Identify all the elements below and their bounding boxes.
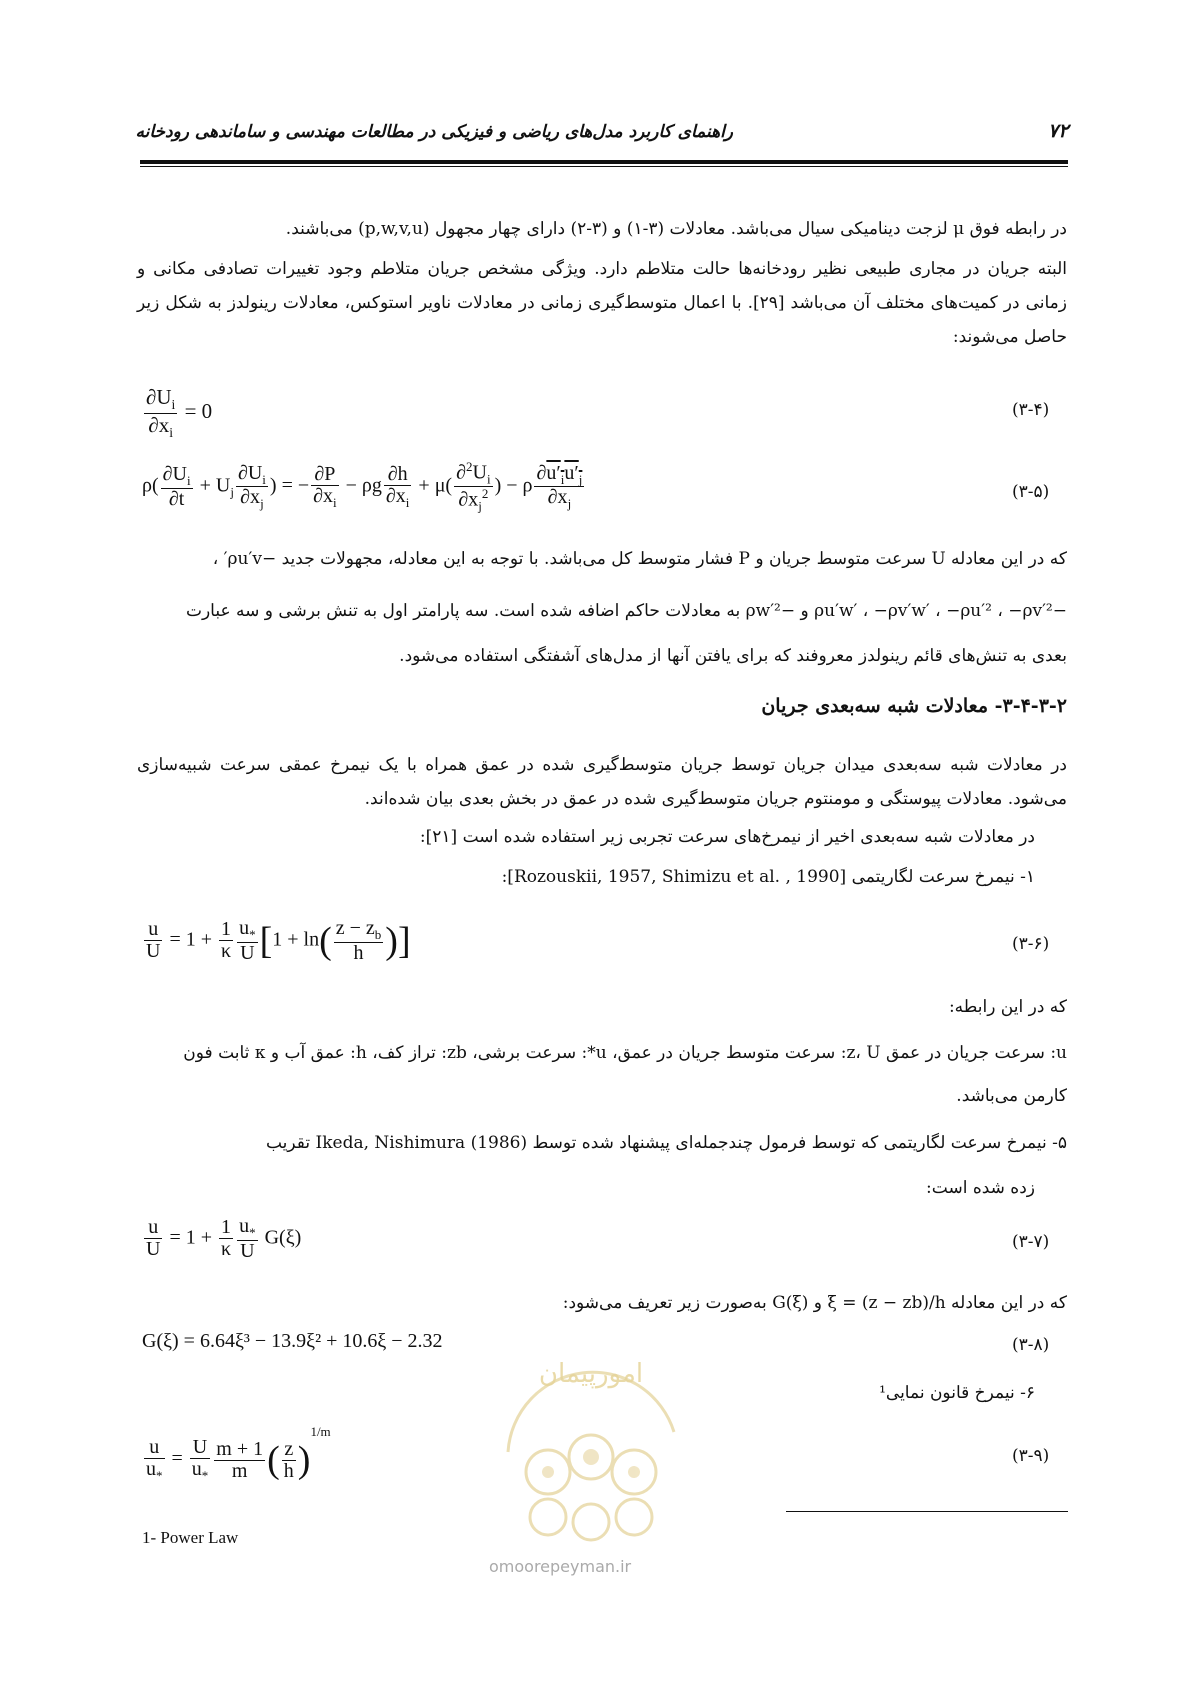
running-header-title: راهنمای کاربرد مدل‌های ریاضی و فیزیکی در مطالعات مهندسی و ساماندهی رودخانه <box>135 122 733 142</box>
where-label: که در این رابطه: <box>948 997 1067 1017</box>
list-item-5-line-2: زده شده است: <box>926 1178 1035 1198</box>
paragraph-1: در رابطه فوق μ لزجت دینامیکی سیال می‌باشد. معادلات (۳-۱) و (۳-۲) دارای چهار مجهول (p,w,v,u) می‌باشند. <box>285 219 1067 239</box>
list-item-1: ۱- نیمرخ سرعت لگاریتمی [Rozouskii, 1957, Shimizu et al. , 1990]: <box>501 867 1035 887</box>
watermark-url: omoorepeyman.ir <box>489 1557 632 1576</box>
footnote-rule <box>786 1511 1068 1512</box>
variable-definitions-line-2: کارمن می‌باشد. <box>956 1086 1067 1106</box>
equation-3-8: G(ξ) = 6.64ξ³ − 13.9ξ² + 10.6ξ − 2.32 <box>142 1330 443 1352</box>
paragraph-5: در معادلات شبه سه‌بعدی اخیر از نیمرخ‌های سرعت تجربی زیر استفاده شده است [۲۱]: <box>419 827 1035 847</box>
equation-3-7: $\frac{u}{U}$ = 1 + $\frac{1}{\kappa}$ $\frac{u_*}{U}$ G(ξ) <box>146 1215 302 1262</box>
watermark-logo <box>488 1322 694 1552</box>
equation-3-4: $\frac{\partial U_i}{\partial x_i}$ = 0 <box>146 385 213 440</box>
xi-definition: که در این معادله ξ = (z − zb)/h و G(ξ) به‌صورت زیر تعریف می‌شود: <box>562 1293 1067 1313</box>
equation-number-3-6: (۳-۶) <box>1012 934 1050 954</box>
footnote: 1- Power Law <box>142 1528 239 1547</box>
equation-number-3-4: (۳-۴) <box>1012 400 1050 420</box>
paragraph-3-line-1: که در این معادله U سرعت متوسط جریان و P فشار متوسط کل می‌باشد. با توجه به این معادله، مجهولات جدید −ρu′v′ ، <box>212 549 1067 569</box>
equation-3-9: $\frac{u}{u_*}$ = $\frac{U}{u_*}$ $\frac{m + 1}{m}$ ( $\frac{z}{h}$ )$^{1/m}$ <box>146 1424 331 1484</box>
equation-number-3-9: (۳-۹) <box>1012 1446 1050 1466</box>
equation-number-3-5: (۳-۵) <box>1012 482 1050 502</box>
equation-number-3-7: (۳-۷) <box>1012 1232 1050 1252</box>
section-heading: ۳-۴-۳-۲- معادلات شبه سه‌بعدی جریان <box>761 695 1067 717</box>
page-number: ۷۲ <box>1048 120 1069 142</box>
equation-3-6: $\frac{u}{U}$ = 1 + $\frac{1}{\kappa}$ $\frac{u_*}{U}$ [1 + ln( $\frac{z - z_b}{h}$ )] <box>146 917 411 964</box>
header-rule <box>140 160 1068 164</box>
paragraph-4: در معادلات شبه سه‌بعدی میدان جریان توسط جریان متوسط‌گیری شده در عمق همراه با یک نیمرخ عمقی سرعت شبیه‌سازی می‌شود. معادلات پیوستگی و مومنتوم جریان متوسط‌گیری شده در عمق در بخش بعدی بیان شده‌اند. <box>137 755 1067 809</box>
equation-number-3-8: (۳-۸) <box>1012 1335 1050 1355</box>
header-rule-thin <box>140 166 1068 167</box>
list-item-6: ۶- نیمرخ قانون نمایی¹ <box>879 1383 1035 1403</box>
list-item-5-line-1: ۵- نیمرخ سرعت لگاریتمی که توسط فرمول چندجمله‌ای پیشنهاد شده توسط Ikeda, Nishimura (1986) تقریب <box>265 1133 1067 1153</box>
watermark-logo-text: امورپیمان <box>538 1359 644 1389</box>
paragraph-3-line-2: −ρu′w′ ، −ρv′w′ ، −ρu′² ، −ρv′² و −ρw′² به معادلات حاکم اضافه شده است. سه پارامتر اول به تنش برشی و سه عبارت <box>185 601 1067 621</box>
variable-definitions-line-1: u: سرعت جریان در عمق z، U: سرعت متوسط جریان در عمق، u*: سرعت برشی، zb: تراز کف، h: عمق آب و κ ثابت فون <box>183 1043 1067 1063</box>
equation-3-5: ρ( $\frac{\partial U_i}{\partial t}$ + $U_j$ $\frac{\partial U_i}{\partial x_j}$ ) = − $\frac{\partial P}{\partial x_i}$ − ρg $\frac{\partial h}{\partial x_i}$ + μ( $\frac{\partial^2U_i}{\partial x_j^2}$ ) − ρ $\frac{\partial u'_iu'_j}{\partial x_j}$ <box>142 459 583 514</box>
paragraph-2: البته جریان در مجاری طبیعی نظیر رودخانه‌ها حالت متلاطم دارد. ویژگی مشخص جریان متلاطم وجود تغییرات تصادفی مکانی و زمانی در کمیت‌های مختلف آن می‌باشد [۲۹]. با اعمال متوسط‌گیری زمانی در معادلات ناویر استوکس، معادلات رینولدز به شکل زیر حاصل می‌شوند: <box>137 259 1067 347</box>
paragraph-3-line-3: بعدی به تنش‌های قائم رینولدز معروفند که برای یافتن آنها از مدل‌های آشفتگی استفاده می‌شود. <box>399 646 1067 666</box>
